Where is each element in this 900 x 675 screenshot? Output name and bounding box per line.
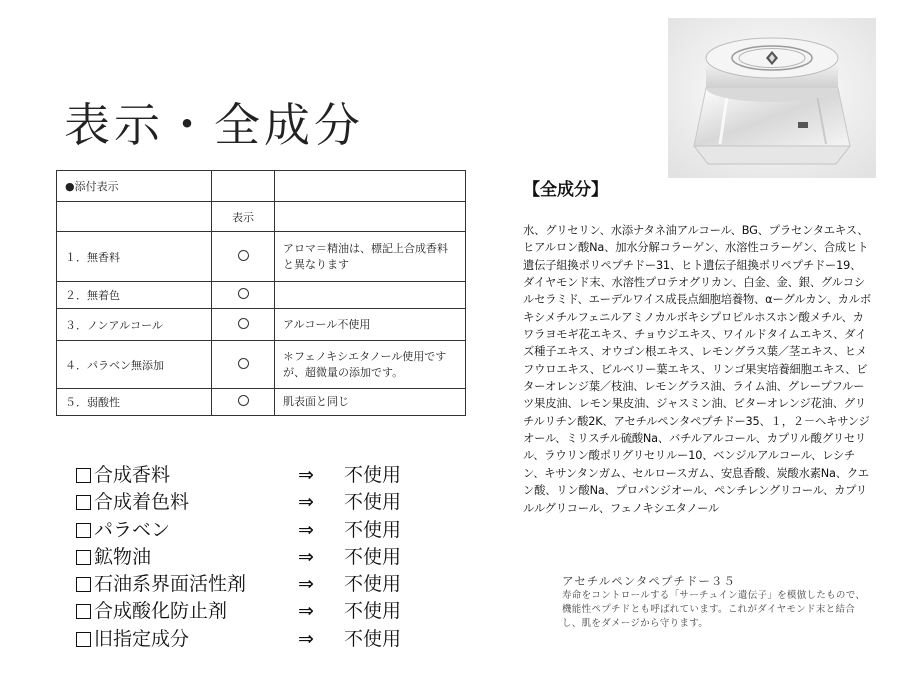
row-name: ４．パラベン無添加 (57, 341, 212, 389)
arrow-icon: ⇒ (298, 600, 314, 623)
checkbox-square-icon (76, 577, 91, 592)
table-header-label: ●添付表示 (57, 171, 212, 202)
checkbox-square-icon (76, 468, 91, 483)
product-jar-image (668, 18, 876, 178)
table-colhead-row (57, 202, 466, 232)
table-row (57, 282, 466, 309)
circle-mark-icon (238, 288, 249, 299)
table-header-row (57, 171, 466, 202)
arrow-icon: ⇒ (298, 491, 314, 514)
row-name: １．無香料 (57, 232, 212, 282)
note-title: アセチルペンタペプチドー３５ (562, 574, 736, 588)
list-item-label: パラベン (94, 518, 171, 541)
table-row (57, 232, 466, 282)
row-name: ２．無着色 (57, 282, 212, 309)
list-item (76, 489, 416, 516)
arrow-icon: ⇒ (298, 627, 314, 650)
list-item-value: 不使用 (344, 627, 402, 650)
row-note (275, 282, 466, 309)
row-note: ＊フェノキシエタノール使用ですが、超微量の添加です。 (275, 341, 466, 389)
row-name: ５．弱酸性 (57, 389, 212, 416)
list-item (76, 544, 416, 571)
ingredients-text: 水、グリセリン、水添ナタネ油アルコール、BG、プラセンタエキス、ヒアルロン酸Na、加水分解コラーゲン、水溶性コラーゲン、合成ヒト遺伝子組換ポリペプチドー31、ヒト遺伝子組換ポリペプチドー19、ダイヤモンド末、水溶性プロテオグリカン、白金、金、銀、グルコシルセラミド、エーデルワイス成長点細胞培養物、αーグルカン、カルボキシメチルフェニルアミノカルボキシプロピルホスホン酸メチル、カワラヨモギ花エキス、チョウジエキス、ワイルドタイムエキス、ダイズ種子エキス、オウゴン根エキス、レモングラス葉／茎エキス、ヒメフウロエキス、ビルベリー葉エキス、リンゴ果実培養細胞エキス、ビターオレンジ葉／枝油、レモングラス油、ライム油、グレープフルーツ果皮油、レモン果皮油、ジャスミン油、ビターオレンジ花油、グリチルリチン酸2K、アセチルペンタペプチドー35、１，２－ヘキサンジオール、ミリスチル硫酸Na、バチルアルコール、カプリル酸グリセリル、ラウリン酸ポリグリセリルー10、ベンジルアルコール、レシチン、キサンタンガム、セルロースガム、安息香酸、炭酸水素Na、クエン酸、リン酸Na、プロパンジオール、ペンチレングリコール、カプリルルグリコール、フェノキシエタノール (523, 224, 871, 515)
note-text: 寿命をコントロールする「サーチュイン遺伝子」を模倣したもので、機能性ペプチドとも呼ばれています。これがダイヤモンド末と結合し、肌をダメージから守ります。 (562, 590, 866, 629)
row-note: アロマ＝精油は、標記上合成香料と異なります (275, 232, 466, 282)
list-item (76, 571, 416, 598)
row-note: アルコール不使用 (275, 309, 466, 341)
list-item-label: 合成着色料 (94, 491, 190, 514)
checkbox-square-icon (76, 632, 91, 647)
list-item-value: 不使用 (344, 491, 402, 514)
checkbox-square-icon (76, 550, 91, 565)
list-item (76, 626, 416, 653)
arrow-icon: ⇒ (298, 518, 314, 541)
spec-table (56, 170, 466, 416)
list-item-label: 旧指定成分 (94, 627, 190, 650)
arrow-icon: ⇒ (298, 464, 314, 486)
circle-mark-icon (238, 318, 249, 329)
row-name: ３．ノンアルコール (57, 309, 212, 341)
list-item (76, 598, 416, 625)
circle-mark-icon (238, 250, 249, 261)
checkbox-square-icon (76, 523, 91, 538)
checkbox-square-icon (76, 604, 91, 619)
circle-mark-icon (238, 395, 249, 406)
arrow-icon: ⇒ (298, 545, 314, 568)
table-row (57, 389, 466, 416)
table-row (57, 341, 466, 389)
list-item-value: 不使用 (344, 600, 402, 623)
page-title: 表示・全成分 (64, 97, 364, 152)
list-item-value: 不使用 (344, 573, 402, 596)
ingredients-heading: 【全成分】 (523, 180, 608, 200)
table-row (57, 309, 466, 341)
list-item-label: 石油系界面活性剤 (94, 573, 247, 596)
circle-mark-icon (238, 358, 249, 369)
arrow-icon: ⇒ (298, 573, 314, 596)
row-note: 肌表面と同じ (275, 389, 466, 416)
list-item (76, 462, 416, 489)
free-from-list (76, 462, 416, 653)
table-col-label: 表示 (212, 202, 275, 232)
list-item-label: 合成香料 (94, 464, 171, 486)
list-item (76, 517, 416, 544)
list-item-value: 不使用 (344, 464, 402, 486)
list-item-label: 合成酸化防止剤 (94, 600, 228, 623)
list-item-value: 不使用 (344, 518, 402, 541)
list-item-label: 鉱物油 (94, 545, 152, 568)
list-item-value: 不使用 (344, 545, 402, 568)
checkbox-square-icon (76, 495, 91, 510)
